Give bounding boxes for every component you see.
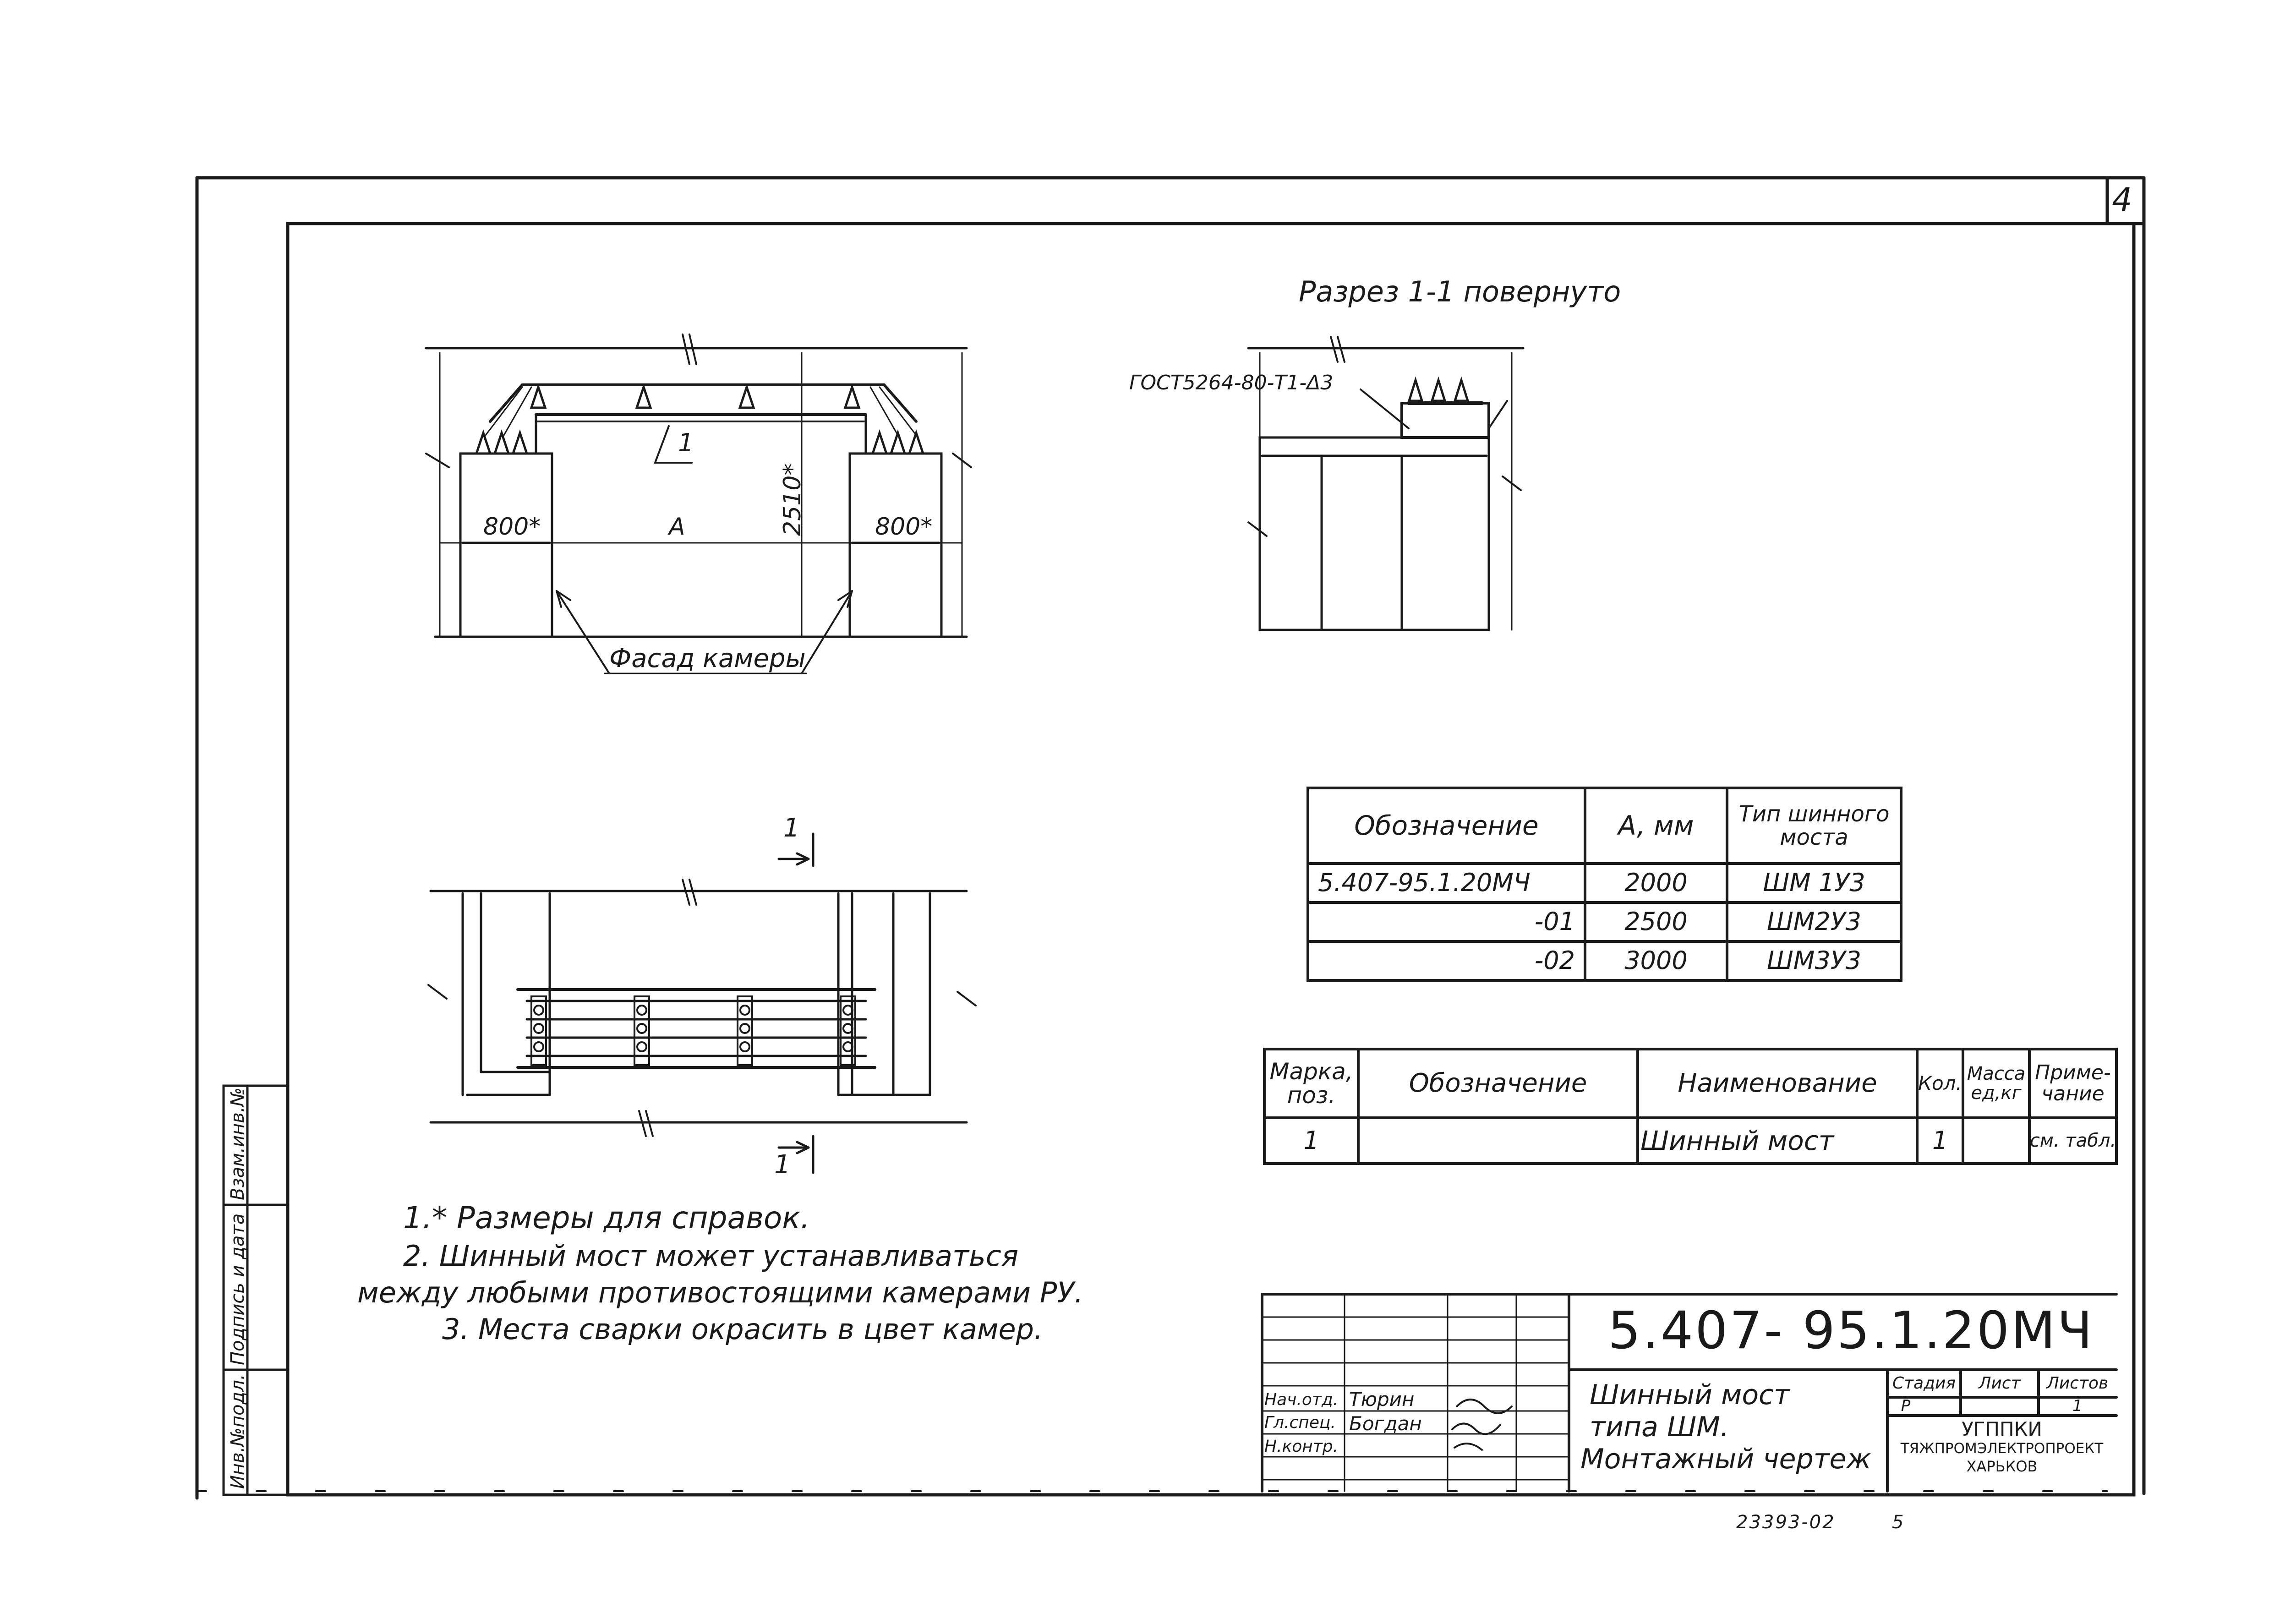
front-callout: Фасад камеры — [609, 644, 806, 673]
front-dim-right: 800* — [875, 513, 933, 541]
front-dim-left: 800* — [483, 513, 541, 541]
variants-row2-type: ШМ2У3 — [1767, 907, 1861, 936]
variants-row2-a: 2500 — [1624, 907, 1688, 936]
note-3: 3. Места сварки окрасить в цвет камер. — [442, 1312, 1043, 1346]
variants-row2-designation: -01 — [1534, 907, 1575, 936]
note-1: 1.* Размеры для справок. — [403, 1200, 810, 1236]
variants-header-a: A, мм — [1618, 810, 1694, 842]
org-line-1: УГППКИ — [1962, 1417, 2042, 1440]
staff-role-3: Н.контр. — [1264, 1437, 1339, 1456]
spec-row1-mark: 1 — [1303, 1126, 1319, 1155]
stamp-signature-date: Подпись и дата — [227, 1213, 248, 1365]
title-line-1: Шинный мост — [1590, 1379, 1790, 1411]
sheet-header: Лист — [1979, 1374, 2021, 1393]
variants-row1-a: 2000 — [1624, 868, 1688, 897]
gost-weld-label: ГОСТ5264-80-Т1-Δ3 — [1129, 371, 1334, 394]
staff-role-2: Гл.спец. — [1264, 1413, 1336, 1432]
sheets-value: 1 — [2072, 1397, 2083, 1416]
variants-row1-designation: 5.407-95.1.20МЧ — [1318, 868, 1531, 897]
variants-row3-designation: -02 — [1534, 946, 1575, 975]
org-line-2: ТЯЖПРОМЭЛЕКТРОПРОЕКТ — [1900, 1440, 2104, 1457]
staff-name-2: Богдан — [1349, 1412, 1422, 1435]
sheets-header: Листов — [2046, 1374, 2109, 1393]
front-position-marker: 1 — [678, 428, 694, 457]
variants-header-designation: Обозначение — [1354, 810, 1539, 842]
spec-row1-designation — [1358, 1118, 1638, 1164]
spec-header-name: Наименование — [1678, 1068, 1877, 1098]
spec-header-qty: Кол. — [1918, 1072, 1962, 1094]
section-mark-bottom: 1 — [774, 1150, 791, 1180]
org-line-3: ХАРЬКОВ — [1966, 1458, 2038, 1476]
doc-code: 5.407- 95.1.20МЧ — [1608, 1301, 2094, 1361]
staff-role-1: Нач.отд. — [1264, 1390, 1339, 1409]
spec-header-designation: Обозначение — [1409, 1068, 1587, 1098]
spec-row1-mass — [1963, 1118, 2029, 1164]
stamp-replaces-inv: Взам.инв.№ — [227, 1087, 248, 1200]
variants-header-type: Тип шинного моста — [1738, 801, 1890, 850]
note-2-cont: между любыми противостоящими камерами РУ. — [357, 1276, 1083, 1309]
footer-page: 5 — [1892, 1512, 1904, 1533]
variants-row3-a: 3000 — [1624, 946, 1688, 975]
front-dim-height: 2510* — [779, 463, 806, 536]
stage-header: Стадия — [1892, 1374, 1956, 1393]
front-view — [426, 334, 971, 673]
stamp-inventory-no: Инв.№подл. — [227, 1374, 248, 1489]
staff-name-1: Тюрин — [1349, 1388, 1415, 1411]
sheet-number: 4 — [2112, 181, 2132, 219]
section-title: Разрез 1-1 повернуто — [1299, 275, 1621, 308]
spec-header-mass: Масса ед,кг — [1967, 1063, 2026, 1104]
spec-header-mark: Марка, поз. — [1269, 1058, 1353, 1109]
variants-row1-type: ШМ 1У3 — [1763, 868, 1865, 897]
spec-row1-qty: 1 — [1932, 1126, 1948, 1155]
variants-row3-type: ШМ3У3 — [1767, 946, 1861, 975]
front-dim-center: A — [669, 513, 685, 541]
plan-view — [428, 834, 976, 1173]
section-mark-top: 1 — [783, 813, 800, 843]
spec-header-note: Приме-чание — [2035, 1061, 2111, 1105]
spec-row1-note: см. табл. — [2029, 1130, 2116, 1151]
note-2: 2. Шинный мост может устанавливаться — [403, 1239, 1019, 1273]
stage-value: Р — [1901, 1397, 1911, 1416]
spec-row1-name: Шинный мост — [1640, 1125, 1834, 1156]
footer-code: 23393-02 — [1736, 1512, 1836, 1533]
title-line-3: Монтажный чертеж — [1580, 1443, 1871, 1475]
title-line-2: типа ШМ. — [1590, 1411, 1729, 1443]
